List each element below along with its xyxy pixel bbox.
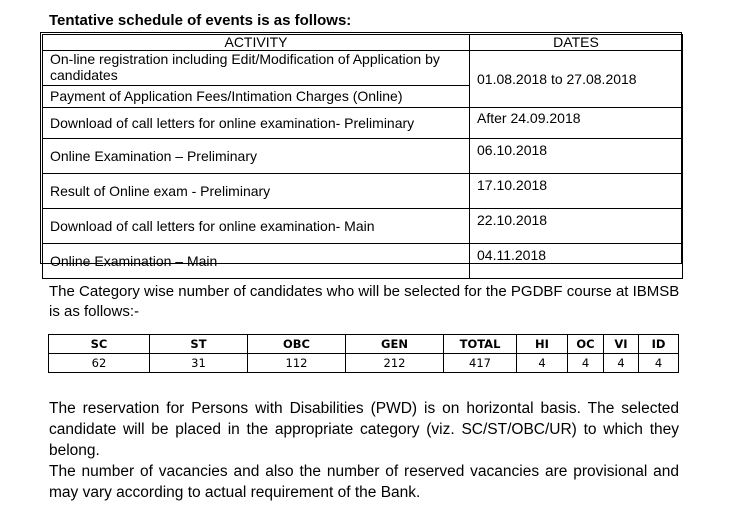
schedule-row: [43, 244, 683, 279]
category-value-cell: 112: [248, 354, 346, 373]
category-header-cell: HI: [517, 335, 568, 354]
schedule-row: [43, 139, 683, 174]
category-value-cell: 4: [639, 354, 679, 373]
schedule-row: [43, 108, 683, 139]
category-header-cell: TOTAL: [444, 335, 517, 354]
date-cell: 17.10.2018: [470, 174, 683, 209]
notes-section: [49, 398, 679, 503]
category-header-cell: VI: [604, 335, 639, 354]
category-value-cell: 62: [49, 354, 150, 373]
category-value-cell: 4: [604, 354, 639, 373]
vacancy-note: The number of vacancies and also the number of reserved vacancies are provisional and may vary according to actual requirement of the Bank.: [49, 463, 679, 501]
date-cell: After 24.09.2018: [470, 108, 683, 139]
category-header-cell: GEN: [346, 335, 444, 354]
category-value-cell: 31: [150, 354, 248, 373]
activity-cell: Result of Online exam - Preliminary: [43, 174, 470, 209]
category-header-cell: ST: [150, 335, 248, 354]
schedule-table: [42, 34, 683, 279]
category-value-cell: 4: [568, 354, 604, 373]
activity-cell: Online Examination – Main: [43, 244, 470, 279]
schedule-heading: Tentative schedule of events is as follows:: [49, 12, 352, 29]
category-header-cell: SC: [49, 335, 150, 354]
schedule-header-row: [43, 35, 683, 51]
activity-cell: Online Examination – Preliminary: [43, 139, 470, 174]
date-cell: 04.11.2018: [470, 244, 683, 279]
category-value-row: [49, 354, 679, 373]
dates-column-header: DATES: [470, 35, 683, 51]
category-header-cell: ID: [639, 335, 679, 354]
date-cell: 06.10.2018: [470, 139, 683, 174]
schedule-row: [43, 51, 683, 86]
activity-cell: Download of call letters for online examination- Main: [43, 209, 470, 244]
schedule-row: [43, 209, 683, 244]
category-header-row: [49, 335, 679, 354]
date-cell: 01.08.2018 to 27.08.2018: [470, 51, 683, 108]
category-intro-text: The Category wise number of candidates who will be selected for the PGDBF course at IBMSB is as follows:-: [49, 283, 680, 320]
activity-cell: On-line registration including Edit/Modification of Application by candidates: [43, 51, 470, 86]
category-value-cell: 212: [346, 354, 444, 373]
category-header-cell: OBC: [248, 335, 346, 354]
schedule-row: [43, 174, 683, 209]
date-cell: 22.10.2018: [470, 209, 683, 244]
activity-cell: Payment of Application Fees/Intimation Charges (Online): [43, 86, 470, 108]
category-header-cell: OC: [568, 335, 604, 354]
category-value-cell: 4: [517, 354, 568, 373]
category-value-cell: 417: [444, 354, 517, 373]
pwd-note: The reservation for Persons with Disabilities (PWD) is on horizontal basis. The selected candidate will be placed in the appropriate category (viz. SC/ST/OBC/UR) to which they belong.: [49, 400, 679, 459]
activity-cell: Download of call letters for online examination- Preliminary: [43, 108, 470, 139]
activity-column-header: ACTIVITY: [43, 35, 470, 51]
category-table: [48, 334, 679, 373]
